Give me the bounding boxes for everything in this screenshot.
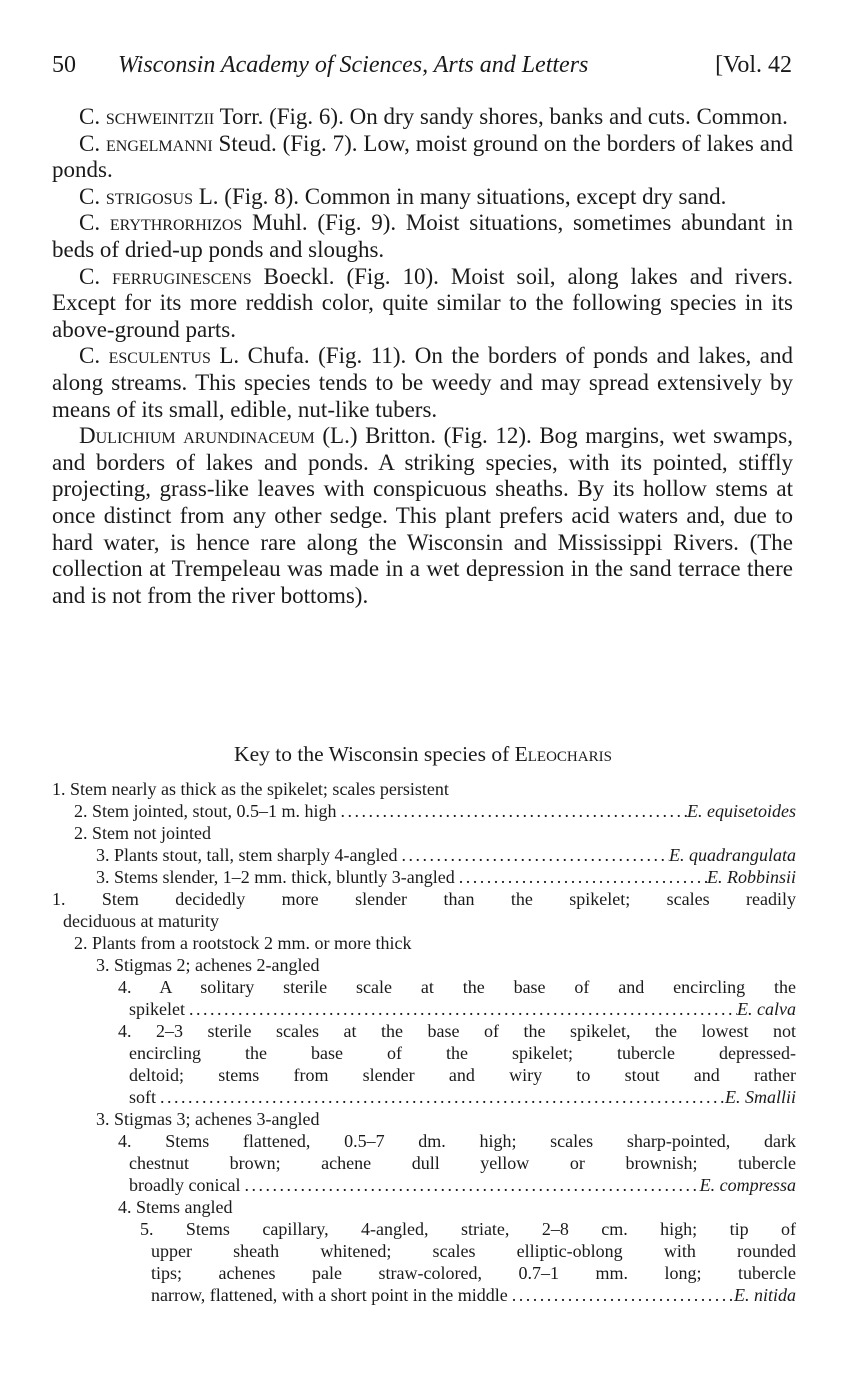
- genus-name: C.: [79, 210, 101, 236]
- dot-leader: [508, 1284, 734, 1306]
- species-name: arundinaceum: [183, 423, 315, 449]
- key-line: [52, 866, 796, 888]
- key-species-name: E. compressa: [699, 1175, 796, 1195]
- species-paragraph: [52, 184, 793, 211]
- genus-name: C.: [79, 263, 101, 289]
- key-line: 4. Stems angled: [118, 1197, 233, 1217]
- genus-name: C.: [79, 104, 101, 129]
- key-line: tips; achenes pale straw-colored, 0.7–1 mm. long; tubercle: [151, 1263, 796, 1283]
- page-number: 50: [52, 52, 76, 78]
- species-paragraph: [52, 423, 793, 609]
- key-species-name: E. Robbinsii: [707, 867, 796, 887]
- species-name: engelmanni: [106, 130, 213, 156]
- key-line: encircling the base of the spikelet; tubercle depressed-: [129, 1043, 796, 1063]
- species-name: strigosus: [105, 183, 193, 209]
- key-species-name: E. quadrangulata: [668, 845, 796, 865]
- dot-leader: [455, 866, 707, 888]
- key-title-genus: Eleocharis: [514, 742, 612, 766]
- key-line: deltoid; stems from slender and wiry to stout and rather: [129, 1065, 796, 1085]
- key-line: 3. Stigmas 3; achenes 3-angled: [96, 1109, 320, 1129]
- key-line: [52, 1284, 796, 1306]
- species-name: ferruginescens: [112, 263, 252, 289]
- identification-key: [52, 778, 796, 1306]
- species-name: schweinitzii: [105, 104, 215, 129]
- key-title-text: Key to the Wisconsin species of: [234, 742, 515, 766]
- key-line: 1. Stem decidedly more slender than the spikelet; scales readily: [52, 889, 796, 909]
- key-species-name: E. calva: [737, 999, 796, 1019]
- key-line-text: spikelet: [129, 999, 185, 1019]
- species-paragraph: [52, 104, 793, 131]
- key-line: 5. Stems capillary, 4-angled, striate, 2–8 cm. high; tip of: [140, 1219, 796, 1239]
- key-line: 3. Stigmas 2; achenes 2-angled: [96, 955, 320, 975]
- species-description: L. Chufa. (Fig. 11). On the borders of ponds and lakes, and along streams. This species tends to be weedy and may spread extensively by means of its small, edible, nut-like tubers.: [52, 343, 794, 422]
- key-line: [52, 998, 796, 1020]
- species-description: L. (Fig. 8). Common in many situations, except dry sand.: [192, 183, 727, 209]
- key-line: 4. A solitary sterile scale at the base of and encircling the: [118, 977, 796, 997]
- species-description: Torr. (Fig. 6). On dry sandy shores, banks and cuts. Common.: [214, 104, 788, 129]
- key-line: [52, 800, 796, 822]
- journal-title: Wisconsin Academy of Sciences, Arts and Letters: [118, 52, 589, 78]
- key-line-text: 2. Stem jointed, stout, 0.5–1 m. high: [74, 801, 337, 821]
- key-line-text: 3. Stems slender, 1–2 mm. thick, bluntly 3-angled: [96, 867, 455, 887]
- key-line: 4. Stems flattened, 0.5–7 dm. high; scales sharp-pointed, dark: [118, 1131, 796, 1151]
- species-paragraph: [52, 131, 793, 184]
- species-paragraph: [52, 343, 793, 423]
- key-line-text: soft: [129, 1087, 156, 1107]
- key-line-text: broadly conical: [129, 1175, 241, 1195]
- genus-name: C.: [79, 343, 101, 369]
- key-line: 2. Stem not jointed: [74, 823, 211, 843]
- key-line: [52, 1086, 796, 1108]
- species-name: erythrorhizos: [109, 210, 243, 236]
- volume-label: [Vol. 42: [715, 52, 792, 78]
- genus-name: C.: [79, 130, 101, 156]
- key-line: chestnut brown; achene dull yellow or brownish; tubercle: [129, 1153, 796, 1173]
- key-species-name: E. Smallii: [725, 1087, 796, 1107]
- key-species-name: E. nitida: [734, 1285, 796, 1305]
- key-line: [52, 844, 796, 866]
- species-name: esculentus: [108, 343, 211, 369]
- key-line: 1. Stem nearly as thick as the spikelet; scales persistent: [52, 779, 449, 799]
- key-line: 2. Plants from a rootstock 2 mm. or more thick: [74, 933, 412, 953]
- species-paragraphs: [52, 104, 793, 609]
- dot-leader: [156, 1086, 725, 1108]
- dot-leader: [185, 998, 737, 1020]
- species-paragraph: [52, 264, 793, 344]
- species-description: Steud. (Fig. 7). Low, moist ground on the borders of lakes and ponds.: [52, 130, 793, 183]
- key-line: deciduous at maturity: [63, 911, 219, 931]
- genus-name: Dulichium: [79, 423, 176, 449]
- key-line-text: 3. Plants stout, tall, stem sharply 4-angled: [96, 845, 398, 865]
- genus-name: C.: [79, 183, 101, 209]
- species-description: Muhl. (Fig. 9). Moist situations, sometimes abundant in beds of dried-up ponds and sloughs.: [52, 210, 793, 262]
- key-species-name: E. equisetoides: [687, 801, 796, 821]
- key-line: upper sheath whitened; scales elliptic-oblong with rounded: [151, 1241, 796, 1261]
- species-description: (L.) Britton. (Fig. 12). Bog margins, wet swamps, and borders of lakes and ponds. A striking species, with its pointed, stiffly projecting, grass-like leaves with conspicuous sheaths. By its hollow stems at once distinct from any other sedge. This plant prefers acid waters and, due to hard water, is hence rare along the Wisconsin and Mississippi Rivers. (The collection at Trempeleau was made in a wet depression in the sand terrace there and is not from the river bottoms).: [52, 423, 793, 608]
- species-paragraph: [52, 210, 793, 263]
- key-line: [52, 1174, 796, 1196]
- key-line: 4. 2–3 sterile scales at the base of the spikelet, the lowest not: [118, 1021, 796, 1041]
- key-title: [0, 740, 846, 768]
- dot-leader: [397, 844, 669, 866]
- key-line-text: narrow, flattened, with a short point in the middle: [151, 1285, 508, 1305]
- dot-leader: [240, 1174, 699, 1196]
- species-description: Boeckl. (Fig. 10). Moist soil, along lakes and rivers. Except for its more reddish color, quite similar to the following species in its above-ground parts.: [52, 263, 794, 342]
- running-header: [52, 48, 792, 82]
- dot-leader: [337, 800, 688, 822]
